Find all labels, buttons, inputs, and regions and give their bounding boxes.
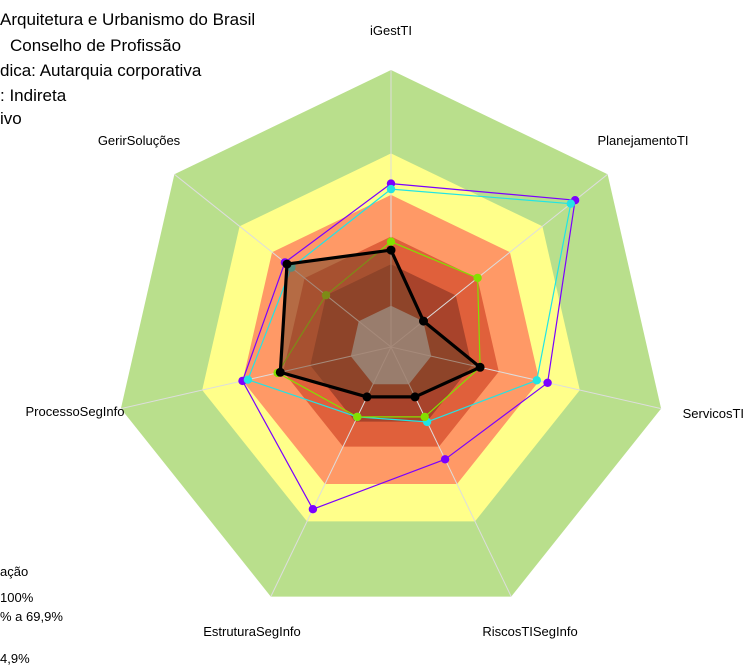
series-1-point-1: [567, 200, 575, 208]
axis-label-1: PlanejamentoTI: [597, 133, 689, 148]
axis-label-0: iGestTI: [370, 23, 412, 38]
axis-label-4: EstruturaSegInfo: [203, 624, 301, 639]
series-1-point-2: [533, 376, 541, 384]
org-segment: Conselho de Profissão: [10, 36, 182, 55]
org-name: Arquitetura e Urbanismo do Brasil: [0, 10, 256, 29]
series-2-point-3: [421, 413, 429, 421]
series-0-point-4: [309, 505, 317, 513]
axis-label-6: GerirSoluções: [97, 133, 181, 148]
series-3-point-2: [476, 363, 485, 372]
series-3-point-1: [419, 317, 428, 326]
series-3-point-5: [276, 368, 285, 377]
series-0-point-2: [543, 379, 551, 387]
axis-label-2: ServicosTI: [682, 406, 744, 421]
axis-label-5: ProcessoSegInfo: [25, 404, 125, 419]
series-1-point-0: [387, 185, 395, 193]
series-3-point-0: [387, 246, 396, 255]
series-3-point-4: [363, 392, 372, 401]
series-3-point-3: [411, 392, 420, 401]
legend-item-2: % a 69,9%: [0, 609, 63, 624]
series-2-point-0: [387, 238, 395, 246]
org-power: ivo: [0, 109, 22, 128]
series-2-point-1: [473, 274, 481, 282]
series-1-point-5: [244, 376, 252, 384]
series-3-point-6: [283, 260, 292, 269]
legend-title: ação: [0, 564, 29, 579]
org-administration: : Indireta: [0, 86, 67, 105]
org-legal-nature: dica: Autarquia corporativa: [0, 61, 202, 80]
axis-label-3: RiscosTISegInfo: [482, 624, 578, 639]
legend-item-1: 100%: [0, 590, 34, 605]
legend-item-3: 4,9%: [0, 651, 30, 666]
series-2-point-4: [353, 413, 361, 421]
series-0-point-3: [441, 455, 449, 463]
